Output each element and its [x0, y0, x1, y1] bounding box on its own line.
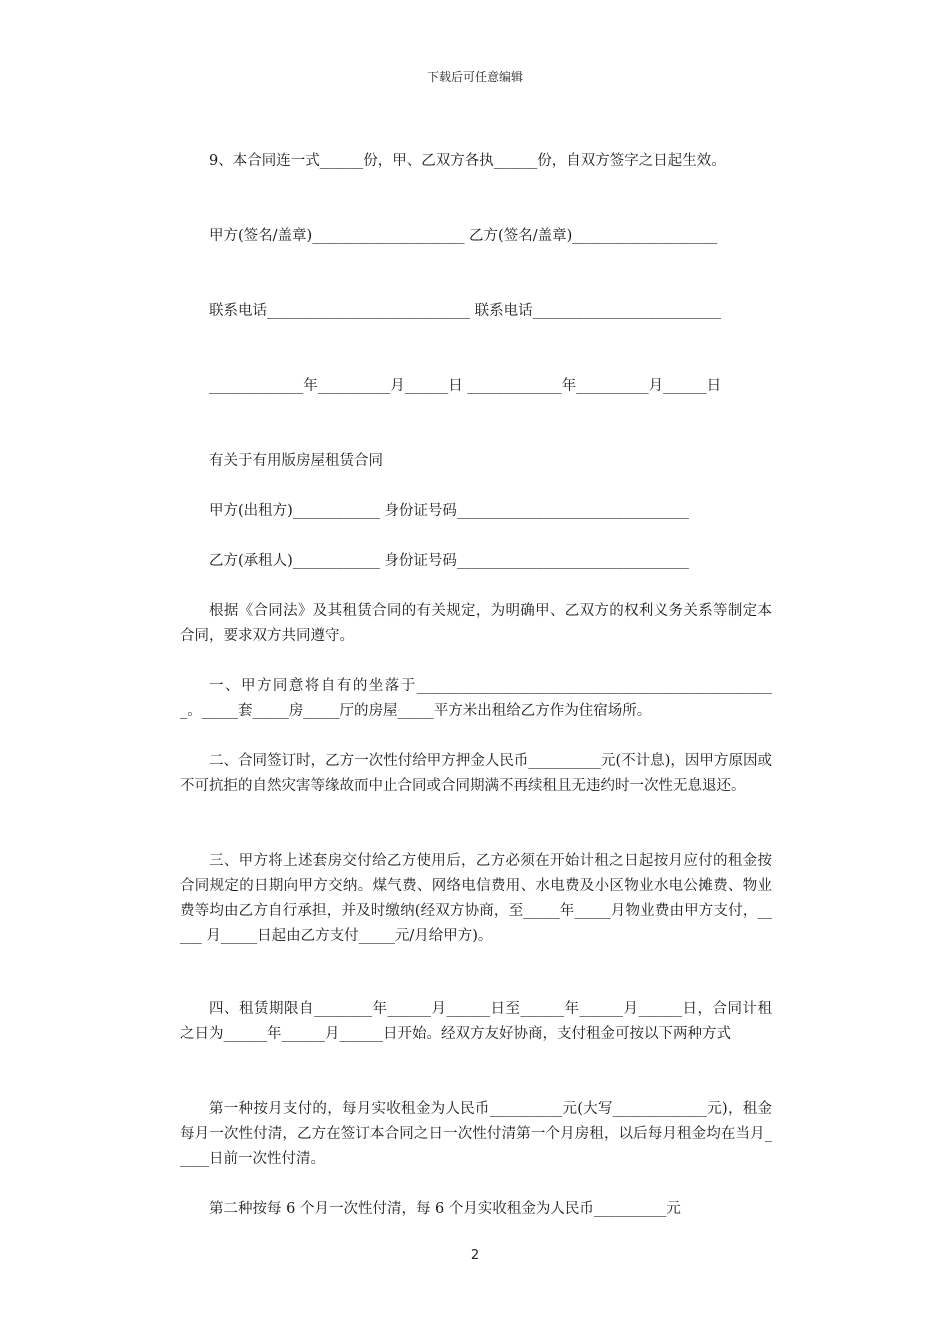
phone-line: 联系电话____________________________ 联系电话__________________________ — [209, 303, 722, 319]
payment-method-2: 第二种按每 6 个月一次性付清，每 6 个月实收租金为人民币__________元 — [209, 1201, 681, 1217]
clause-9-copies: 9、本合同连一式______份，甲、乙双方各执______份，自双方签字之日起生效。 — [209, 153, 726, 169]
preamble: 根据《合同法》及其租赁合同的有关规定，为明确甲、乙双方的权利义务关系等制定本合同，要求双方共同遵守。 — [180, 603, 772, 644]
party-b-line: 乙方(承租人)____________ 身份证号码________________________________ — [209, 553, 689, 569]
clause-4: 四、租赁期限自________年______月______日至______年______月______日，合同计租之日为______年______月______日开始。经双方友好协商，支付租金可按以下两种方式 — [180, 1001, 772, 1042]
contract-title: 有关于有用版房屋租赁合同 — [209, 453, 383, 469]
party-a-line: 甲方(出租方)____________ 身份证号码________________________________ — [209, 503, 689, 519]
clause-2: 二、合同签订时，乙方一次性付给甲方押金人民币__________元(不计息)，因甲方原因或不可抗拒的自然灾害等缘故而中止合同或合同期满不再续租且无违约时一次性无息退还。 — [180, 753, 772, 794]
clause-1: 一、甲方同意将自有的坐落于__________________________________________________。_____套_____房_____厅的房屋_____平方米出租给乙方作为住宿场所。 — [180, 678, 772, 719]
clause-3: 三、甲方将上述套房交付给乙方使用后，乙方必须在开始计租之日起按月应付的租金按合同规定的日期向甲方交纳。煤气费、网络电信费用、水电费及小区物业水电公摊费、物业费等均由乙方自行承担，并及时缴纳(经双方协商，至_____年_____月物业费由甲方支付，_____ 月_____日起由乙方支付_____元/月给甲方)。 — [180, 853, 772, 944]
page-header: 下载后可任意编辑 — [426, 70, 523, 84]
signature-line: 甲方(签名/盖章)_____________________ 乙方(签名/盖章)____________________ — [209, 228, 718, 244]
payment-method-1: 第一种按月支付的，每月实收租金为人民币__________元(大写_____________元)，租金每月一次性付清，乙方在签订本合同之日一次性付清第一个月房租，以后每月租金均在当月_____日前一次性付清。 — [180, 1101, 772, 1167]
date-line: _____________年__________月______日 _____________年__________月______日 — [209, 378, 722, 394]
page-number: 2 — [470, 1248, 480, 1263]
